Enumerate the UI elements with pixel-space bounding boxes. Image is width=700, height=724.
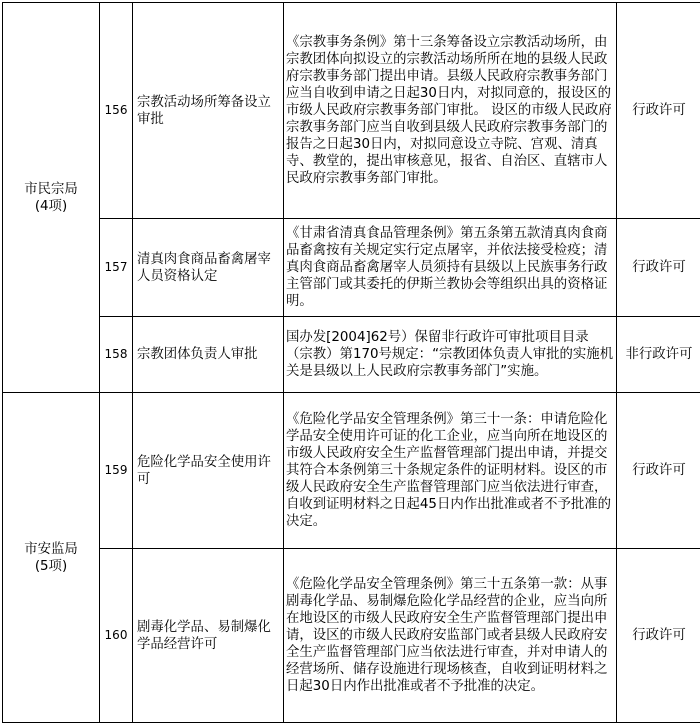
basis-text: 《甘肃省清真食品管理条例》第五条第五款清真肉食商品畜禽按有关规定实行定点屠宰，并依法接受检疫；清真肉食商品畜禽屠宰人员须持有县级以上民族事务行政主管部门或其委托的伊斯兰教协会等组织出具的资格证明。	[286, 226, 608, 309]
basis-text: 《危险化学品安全管理条例》第三十五条第一款：从事剧毒化学品、易制爆危险化学品经营的企业，应当向所在地设区的市级人民政府安全生产监督管理部门提出申请，设区的市级人民政府安监部门或者县级人民政府安全生产监督管理部门应当依法进行审查，并对申请人的经营场所、储存设施进行现场核查，自收到证明材料之日起30日内作出批准或者不予批准的决定。	[286, 577, 608, 694]
dept-count: (4项)	[34, 198, 68, 214]
item-legal-basis	[284, 219, 617, 317]
item-type: 行政许可	[617, 393, 700, 549]
item-type: 行政许可	[617, 219, 700, 317]
item-number: 157	[100, 219, 133, 317]
item-number: 160	[100, 549, 133, 723]
table-row	[3, 219, 700, 317]
item-number: 158	[100, 317, 133, 393]
item-name: 清真肉食商品畜禽屠宰人员资格认定	[133, 219, 284, 317]
item-legal-basis	[284, 317, 617, 393]
item-type: 行政许可	[617, 3, 700, 219]
table-row	[3, 317, 700, 393]
dept-count: (5项)	[34, 558, 68, 574]
item-number: 156	[100, 3, 133, 219]
item-type: 行政许可	[617, 549, 700, 723]
item-name: 危险化学品安全使用许可	[133, 393, 284, 549]
table-row	[3, 3, 700, 219]
basis-text: 《危险化学品安全管理条例》第三十一条：申请危险化学品安全使用许可证的化工企业，应当向所在地设区的市级人民政府安全生产监督管理部门提出申请，并提交其符合本条例第三十条规定条件的证明材料。设区的市级人民政府安全生产监督管理部门应当依法进行审查，自收到证明材料之日起45日内作出批准或者不予批准的决定。	[286, 412, 612, 529]
item-name: 宗教团体负责人审批	[133, 317, 284, 393]
dept-name: 市民宗局	[24, 181, 78, 197]
basis-text: 《宗教事务条例》第十三条筹备设立宗教活动场所，由宗教团体向拟设立的宗教活动场所所在地的县级人民政府宗教事务部门提出申请。县级人民政府宗教事务部门应当自收到申请之日起30日内，对拟同意的，报设区的市级人民政府宗教事务部门审批。 设区的市级人民政府宗教事务部门应当自收到县级人民政府宗教事务部门的报告之日起30日内，对拟同意设立寺院、宫观、清真寺、教堂的，提出审核意见，报省、自治区、直辖市人民政府宗教事务部门审批。	[286, 35, 612, 186]
item-legal-basis	[284, 549, 617, 723]
table-row	[3, 393, 700, 549]
dept-cell	[3, 393, 100, 723]
basis-text: 国办发[2004]62号）保留非行政许可审批项目目录（宗教）第170号规定：“宗教团体负责人审批的实施机关是县级以上人民政府宗教事务部门”实施。	[286, 330, 614, 379]
item-number: 159	[100, 393, 133, 549]
item-legal-basis	[284, 393, 617, 549]
dept-cell	[3, 3, 100, 393]
item-legal-basis	[284, 3, 617, 219]
approval-items-table	[2, 2, 700, 723]
item-name: 剧毒化学品、易制爆化学品经营许可	[133, 549, 284, 723]
table-row	[3, 549, 700, 723]
item-type: 非行政许可	[617, 317, 700, 393]
dept-name: 市安监局	[24, 541, 78, 557]
item-name: 宗教活动场所筹备设立审批	[133, 3, 284, 219]
